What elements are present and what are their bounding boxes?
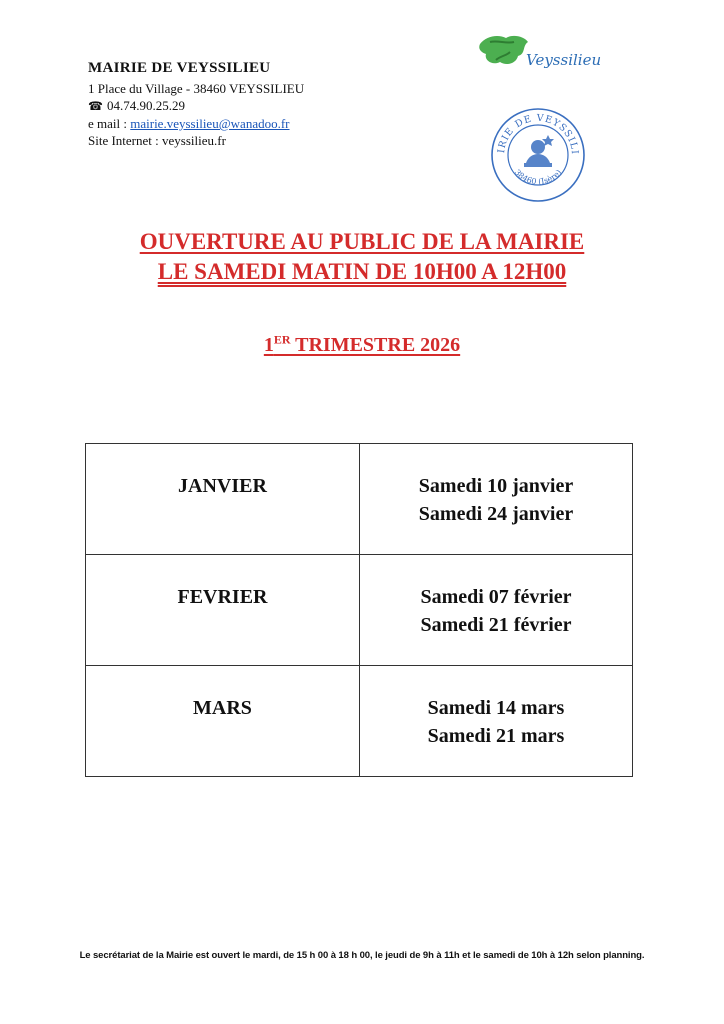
month-cell: MARS <box>86 666 360 777</box>
email-link[interactable]: mairie.veyssilieu@wanadoo.fr <box>130 116 290 131</box>
opening-title <box>0 227 724 287</box>
email-line <box>88 115 418 132</box>
website-line: Site Internet : veyssilieu.fr <box>88 133 226 148</box>
table-row <box>86 444 633 555</box>
date-item: Samedi 14 mars <box>427 697 565 719</box>
saturday-schedule-table <box>85 443 633 777</box>
date-item: Samedi 21 mars <box>427 725 565 747</box>
svg-text:38460 (Isère): 38460 (Isère) <box>512 167 564 187</box>
telephone-icon: ☎ <box>88 99 103 113</box>
trimestre-superscript: ER <box>273 332 291 346</box>
date-item: Samedi 21 février <box>420 614 572 636</box>
dates-cell <box>360 444 633 555</box>
svg-text:MAIRIE DE VEYSSILIEU: IRIE DE VEYSSILI <box>496 112 581 156</box>
veyssilieu-logo <box>476 30 606 78</box>
dates-cell <box>360 555 633 666</box>
address-line: 1 Place du Village - 38460 VEYSSILIEU <box>88 81 305 96</box>
trimestre-heading <box>0 332 724 357</box>
logo-text: Veyssilieu <box>526 51 602 69</box>
mairie-contact-block <box>88 60 418 149</box>
date-item: Samedi 24 janvier <box>418 503 574 525</box>
org-name: MAIRIE DE VEYSSILIEU <box>88 60 271 76</box>
dates-cell <box>360 666 633 777</box>
date-item: Samedi 10 janvier <box>418 475 574 497</box>
title-line-2: LE SAMEDI MATIN DE 10H00 A 12H00 <box>157 259 567 284</box>
title-line-1: OUVERTURE AU PUBLIC DE LA MAIRIE <box>139 229 585 254</box>
trimestre-label: TRIMESTRE 2026 <box>290 333 461 356</box>
mairie-seal-stamp <box>490 107 586 203</box>
table-row <box>86 666 633 777</box>
table-row <box>86 555 633 666</box>
phone-line <box>88 97 418 115</box>
month-cell: FEVRIER <box>86 555 360 666</box>
email-label: e mail : <box>88 116 131 131</box>
phone-number: 04.74.90.25.29 <box>106 98 185 113</box>
month-cell: JANVIER <box>86 444 360 555</box>
date-item: Samedi 07 février <box>420 586 572 608</box>
trimestre-number: 1 <box>263 333 274 356</box>
secretariat-hours-footer: Le secrétariat de la Mairie est ouvert le mardi, de 15 h 00 à 18 h 00, le jeudi de 9h à 11h et le samedi de 10h à 12h selon planning. <box>79 950 645 961</box>
